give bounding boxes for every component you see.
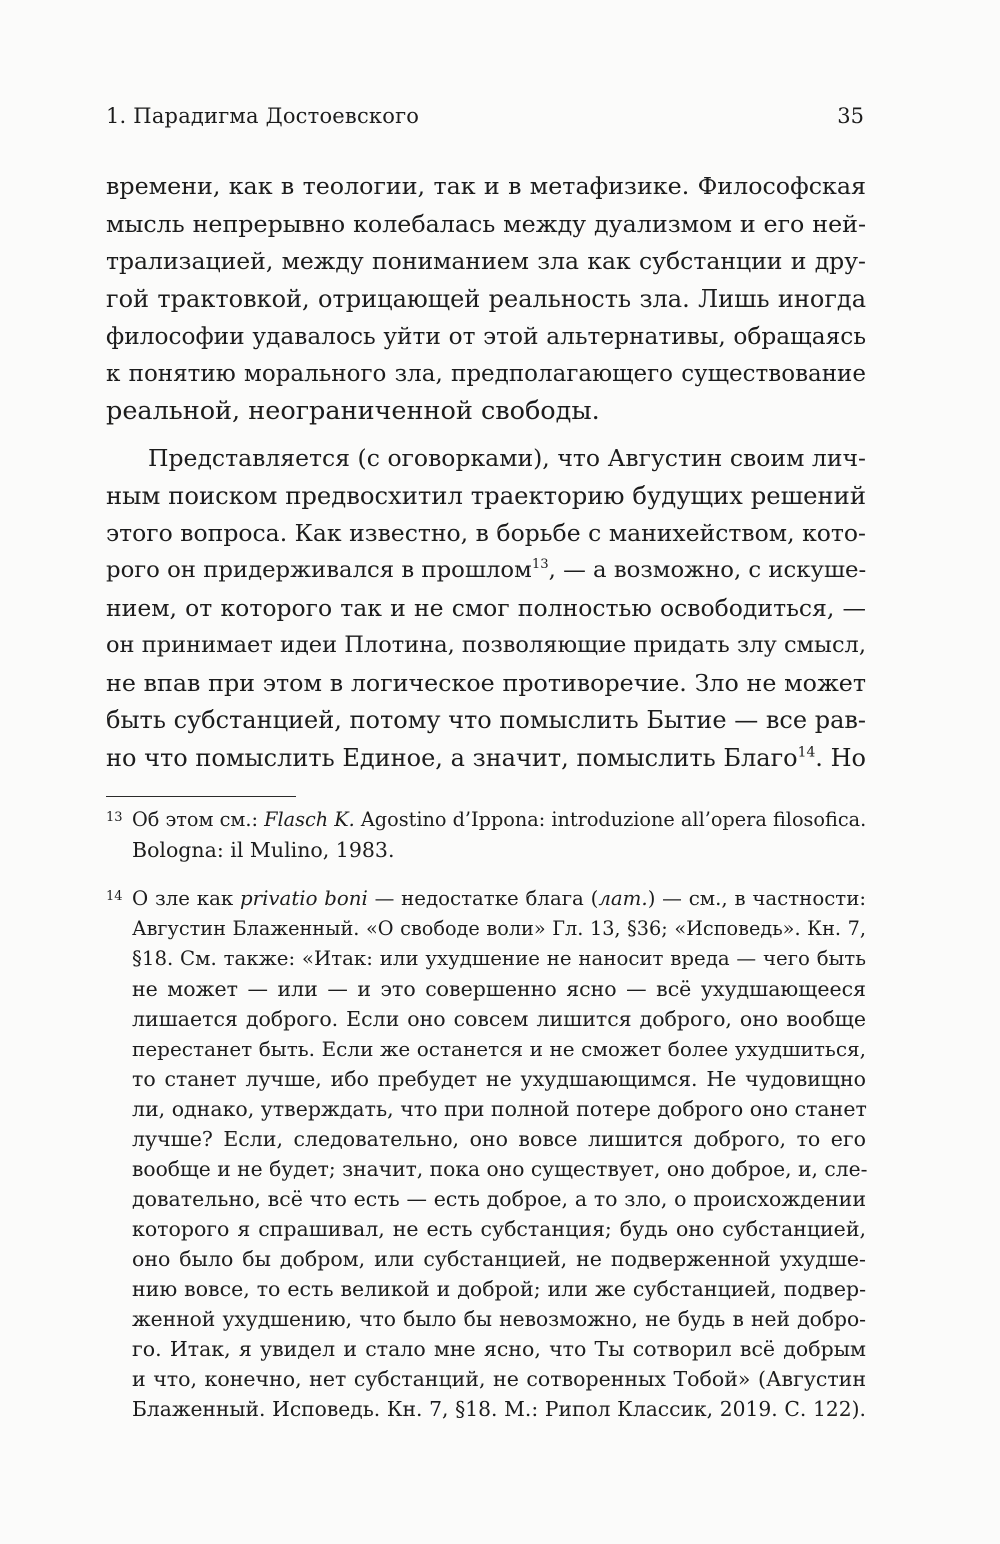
- main-text: [106, 168, 866, 777]
- footnote-line: перестанет быть. Если же останется и не сможет более ухудшиться,: [132, 1037, 866, 1061]
- text-segment: . Но: [815, 743, 866, 772]
- footnote-line: Bologna: il Mulino, 1983.: [132, 838, 395, 862]
- footnote-line: лишается доброго. Если оно совсем лишится доброго, оно вообще: [132, 1007, 866, 1031]
- footnote-line: ли, однако, утверждать, что при полной потере доброго оно станет: [132, 1097, 867, 1121]
- text-line: времени, как в теологии, так и в метафизике. Философская: [106, 172, 866, 200]
- text-line: [106, 740, 866, 778]
- text-segment: Agostino d’Ippona: introduzione all’opera filosofica.: [354, 808, 867, 831]
- text-line: Представляется (с оговорками), что Августин своим лич-: [148, 443, 866, 472]
- text-segment: ) — см., в частности:: [647, 887, 867, 910]
- footnote-line: нию вовсе, то есть великой и доброй; или же субстанцией, подвер-: [132, 1277, 866, 1301]
- footnote-ref-13[interactable]: 13: [531, 556, 549, 572]
- footnote-line: которого я спрашивал, не есть субстанция; будь оно субстанцией,: [132, 1217, 866, 1241]
- footnote-13: [106, 805, 866, 865]
- page-number: 35: [837, 104, 864, 128]
- text-line: этого вопроса. Как известно, в борьбе с манихейством, кото-: [106, 518, 866, 547]
- footnote-number: 14: [106, 889, 123, 904]
- footnote-line: и что, конечно, нет субстанций, не сотворенных Тобой» (Августин: [132, 1367, 866, 1391]
- text-segment: — недостатке блага (: [367, 887, 599, 910]
- footnote-number: 13: [106, 810, 123, 825]
- text-segment: , — а возможно, с искуше-: [548, 557, 867, 583]
- footnote-separator: [106, 796, 296, 797]
- text-line: трализацией, между пониманием зла как субстанции и дру-: [106, 247, 866, 275]
- footnote-line: го. Итак, я увидел и стало мне ясно, что Ты сотворил всё добрым: [132, 1337, 866, 1361]
- footnote-line: [132, 884, 866, 914]
- text-line: нием, от которого так и не смог полностью освободиться, —: [106, 593, 866, 622]
- text-line: мысль непрерывно колебалась между дуализмом и его ней-: [106, 209, 866, 238]
- footnote-line: то станет лучше, ибо пребудет не ухудшающимся. Не чудовищно: [132, 1067, 866, 1091]
- footnote-line: довательно, всё что есть — есть доброе, а то зло, о происхождении: [132, 1187, 866, 1211]
- text-line: философии удавалось уйти от этой альтернативы, обращаясь: [106, 323, 866, 350]
- text-segment: Об этом см.:: [132, 808, 265, 831]
- text-line: не впав при этом в логическое противоречие. Зло не может: [106, 668, 866, 697]
- footnote-line: не может — или — и это совершенно ясно — всё ухудшающееся: [132, 977, 866, 1001]
- footnote-ref-14[interactable]: 14: [797, 743, 816, 760]
- text-segment: но что помыслить Единое, а значит, помыслить Благо: [106, 743, 798, 772]
- text-segment: О зле как: [132, 887, 240, 910]
- language-abbrev: лат.: [598, 887, 648, 910]
- footnotes: [106, 805, 866, 1424]
- author-name: Flasch K.: [264, 808, 355, 831]
- running-title: 1. Парадигма Достоевского: [106, 104, 420, 128]
- text-line: реальной, неограниченной свободы.: [106, 396, 600, 426]
- text-segment: рого он придерживался в прошлом: [106, 557, 532, 583]
- footnote-line: лучше? Если, следовательно, оно вовсе лишится доброго, то его: [132, 1127, 866, 1151]
- text-line: [106, 552, 866, 590]
- text-line: ным поиском предвосхитил траекторию будущих решений: [106, 481, 866, 510]
- footnote-line: Блаженный. Исповедь. Кн. 7, §18. М.: Рипол Классик, 2019. С. 122).: [132, 1397, 866, 1421]
- footnote-line: Августин Блаженный. «О свободе воли» Гл. 13, §36; «Исповедь». Кн. 7,: [132, 917, 866, 940]
- footnote-line: женной ухудшению, что было бы невозможно, не будь в ней добро-: [132, 1307, 866, 1331]
- footnote-line: §18. См. также: «Итак: или ухудшение не наносит вреда — чего быть: [132, 947, 866, 970]
- footnote-line: вообще и не будет; значит, пока оно существует, оно доброе, и, сле-: [132, 1157, 868, 1181]
- footnote-line: [132, 805, 866, 835]
- latin-term: privatio boni: [239, 887, 368, 910]
- text-line: он принимает идеи Плотина, позволяющие придать злу смысл,: [106, 632, 866, 658]
- footnote-14: [106, 884, 866, 1424]
- footnote-line: оно было бы добром, или субстанцией, не подверженной ухудше-: [132, 1247, 866, 1271]
- text-line: к понятию морального зла, предполагающего существование: [106, 360, 866, 387]
- text-line: быть субстанцией, потому что помыслить Бытие — все рав-: [106, 706, 866, 734]
- text-line: гой трактовкой, отрицающей реальность зла. Лишь иногда: [106, 284, 866, 313]
